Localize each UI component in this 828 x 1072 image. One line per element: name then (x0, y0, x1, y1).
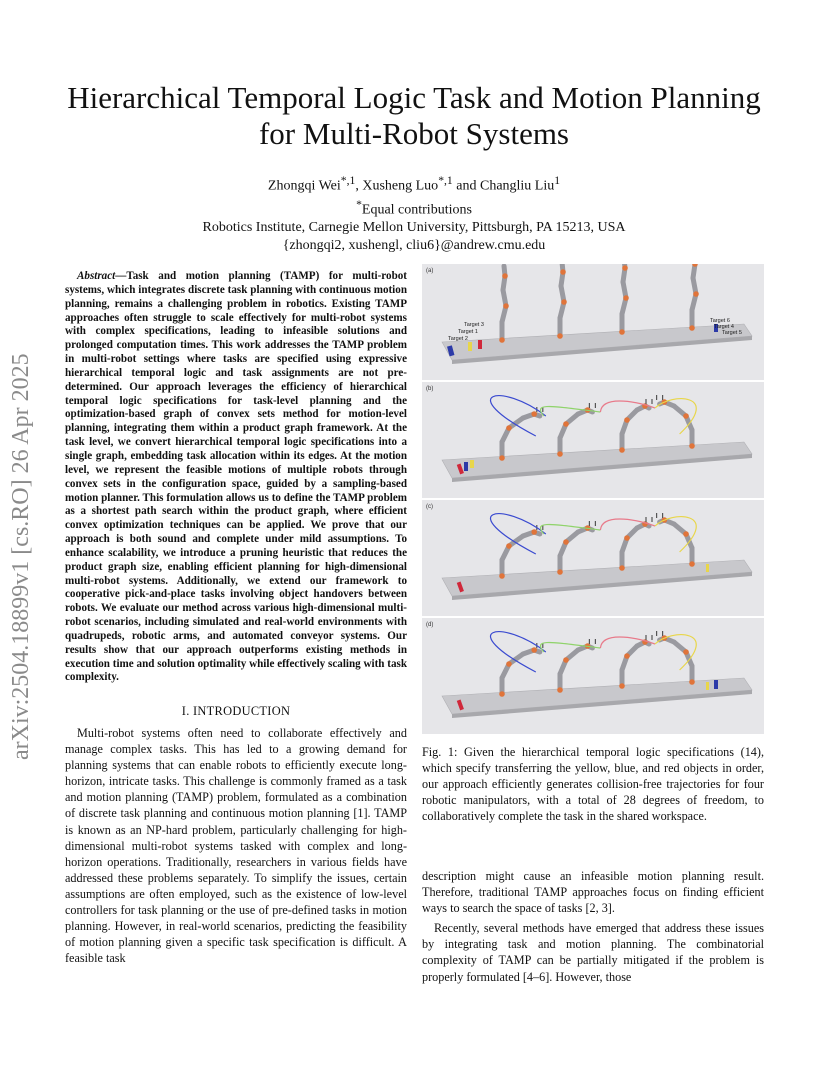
arm-joint (563, 421, 569, 427)
emails: {zhongqi2, xushengl, cliu6}@andrew.cmu.edu (282, 238, 546, 254)
arm-joint (557, 333, 563, 339)
object-yellow (468, 342, 472, 351)
figure-1 (422, 264, 764, 736)
author-names: Zhongqi Wei$^{*,1}$, Xusheng Luo$^{*,1}$ and Changliu Liu$^1$ (267, 174, 561, 194)
arm-joint (619, 565, 625, 571)
arm-joint (506, 425, 512, 431)
arm-joint (557, 687, 563, 693)
target-label: Target 4 (714, 324, 734, 330)
figure-caption: Fig. 1: Given the hierarchical temporal logic specifications (14), which specify transferring the yellow, blue, and red objects in order, our approach efficiently generates collision-free trajectories for four robotic manipulators, with a total of 28 degrees of freedom, to collaboratively complete the task in the shared workspace. (422, 745, 764, 824)
paper-title: Hierarchical Temporal Logic Task and Motion Planning for Multi-Robot Systems (67, 80, 761, 151)
abstract-label: Abstract (77, 270, 116, 282)
arm-joint (506, 661, 512, 667)
section-heading-introduction: I. INTRODUCTION (181, 704, 291, 718)
introduction-text: Multi-robot systems often need to collaborate effectively and manage complex tasks. This has led to a growing demand for planning systems that can enable robots to efficiently execute long-horizon, intricate tasks. This challenge is commonly framed as a task and motion planning (TAMP) problem, formulated as a combination of discrete task planning and continuous motion planning [1]. TAMP is known as an NP-hard problem, particularly challenging for high-dimensional multi-robot systems tasked with complex and long-horizon operations. Traditionally, researchers in various fields have addressed these problems separately. To simplify the issues, certain assumptions are often employed, such as the existence of low-level controllers for task planning or the use of pre-defined tasks in motion planning. However, in real-world scenarios, predicting the feasibility of motion planning given a specific task specification is difficult. A feasible task (65, 726, 407, 966)
arm-joint (619, 683, 625, 689)
paragraph: Recently, several methods have emerged that address these issues by integrating task and motion planning. The combinatorial complexity of TAMP can be partially mitigated if the problem is properly formulated [4–6]. However, those (422, 921, 764, 984)
arm-joint (531, 411, 537, 417)
target-label: Target 1 (458, 329, 478, 335)
arm-joint (689, 325, 695, 331)
panel-background (422, 500, 764, 616)
arm-joint (624, 417, 630, 423)
panel-background (422, 618, 764, 734)
arm-joint (683, 413, 689, 419)
arm-joint (689, 679, 695, 685)
figure-panel (422, 264, 764, 380)
object-blue (464, 462, 468, 471)
arm-joint (683, 649, 689, 655)
arm-joint (624, 535, 630, 541)
arm-joint (563, 539, 569, 545)
arm-joint (622, 265, 628, 271)
object-yellow (470, 460, 474, 468)
arm-joint (689, 443, 695, 449)
abstract (65, 270, 407, 685)
figure-panel (422, 618, 764, 734)
target-label: Target 6 (710, 318, 730, 324)
target-label: Target 3 (464, 322, 484, 328)
arm-joint (683, 531, 689, 537)
abstract-text: —Task and motion planning (TAMP) for multi-robot systems, which integrates discrete task planning with continuous motion planning, remains a challenging problem in robotics. Existing TAMP approaches often struggle to scale effectively for multi-robot systems with complex specifications, leading to infeasible solutions and prolonged computation times. This work addresses the TAMP problem in multi-robot settings where tasks are specified using expressive hierarchical temporal logic and task assignments are not pre-determined. Our approach leverages the efficiency of hierarchical temporal logic specifications for task-level planning and the optimization-based graph of convex sets method for motion-level planning, integrating them within a product graph framework. At the task level, we convert hierarchical temporal logic specifications into a single graph, embedding task allocation within its edges. At the motion level, we represent the feasible motions of multiple robots through convex sets in the configuration space, guided by a sampling-based motion planner. This formulation allows us to define the TAMP problem as a shortest path search within the product graph, where efficient convex optimization techniques can be applied. We prove that our approach is both sound and complete under mild assumptions. To enhance scalability, we introduce a pruning heuristic that reduces the product graph size, enabling efficient planning for high-dimensional multi-robot systems. Additionally, we extend our framework to cooperative pick-and-place tasks involving object handovers between robots. We evaluate our method across various high-dimensional multi-robot scenarios, including simulated and real-world environments with quadrupeds, robotic arms, and automated conveyor systems. Our results show that our approach outperforms existing methods in execution time and solution optimality while effectively scaling with task complexity. (65, 270, 407, 684)
arm-joint (506, 543, 512, 549)
arm-joint (531, 529, 537, 535)
arm-joint (499, 455, 505, 461)
arxiv-stamp: arXiv:2504.18899v1 [cs.RO] 26 Apr 2025 (8, 353, 34, 760)
object-blue (714, 680, 718, 689)
arm-joint (557, 451, 563, 457)
figure-panel (422, 500, 764, 616)
arm-joint (503, 303, 509, 309)
paragraph: description might cause an infeasible motion planning result. Therefore, traditional TAMP approaches focus on finding efficient ways to search the space of tasks [2, 3]. (422, 869, 764, 916)
arm-joint (557, 569, 563, 575)
arm-joint (689, 561, 695, 567)
arm-joint (499, 691, 505, 697)
arm-joint (499, 337, 505, 343)
author-block (60, 172, 768, 255)
arm-joint (619, 329, 625, 335)
panel-label: (b) (426, 386, 434, 392)
arm-joint (502, 273, 508, 279)
arm-joint (624, 653, 630, 659)
panel-background (422, 382, 764, 498)
panel-label: (c) (426, 504, 433, 510)
panel-label: (a) (426, 268, 434, 274)
affiliation: Robotics Institute, Carnegie Mellon University, Pittsburgh, PA 15213, USA (202, 220, 626, 236)
right-column-text (422, 868, 764, 989)
arm-joint (623, 295, 629, 301)
arm-joint (563, 657, 569, 663)
object-yellow (706, 682, 709, 690)
arm-joint (693, 291, 699, 297)
arm-joint (499, 573, 505, 579)
panel-label: (d) (426, 622, 434, 628)
arm-joint (560, 269, 566, 275)
arm-joint (561, 299, 567, 305)
figure-panel (422, 382, 764, 498)
arm-joint (619, 447, 625, 453)
object-red (478, 340, 482, 349)
object-yellow (706, 564, 709, 572)
contribution-note: *Equal contributions (356, 197, 472, 218)
target-label: Target 5 (722, 330, 742, 336)
arm-joint (531, 647, 537, 653)
target-label: Target 2 (448, 336, 468, 342)
